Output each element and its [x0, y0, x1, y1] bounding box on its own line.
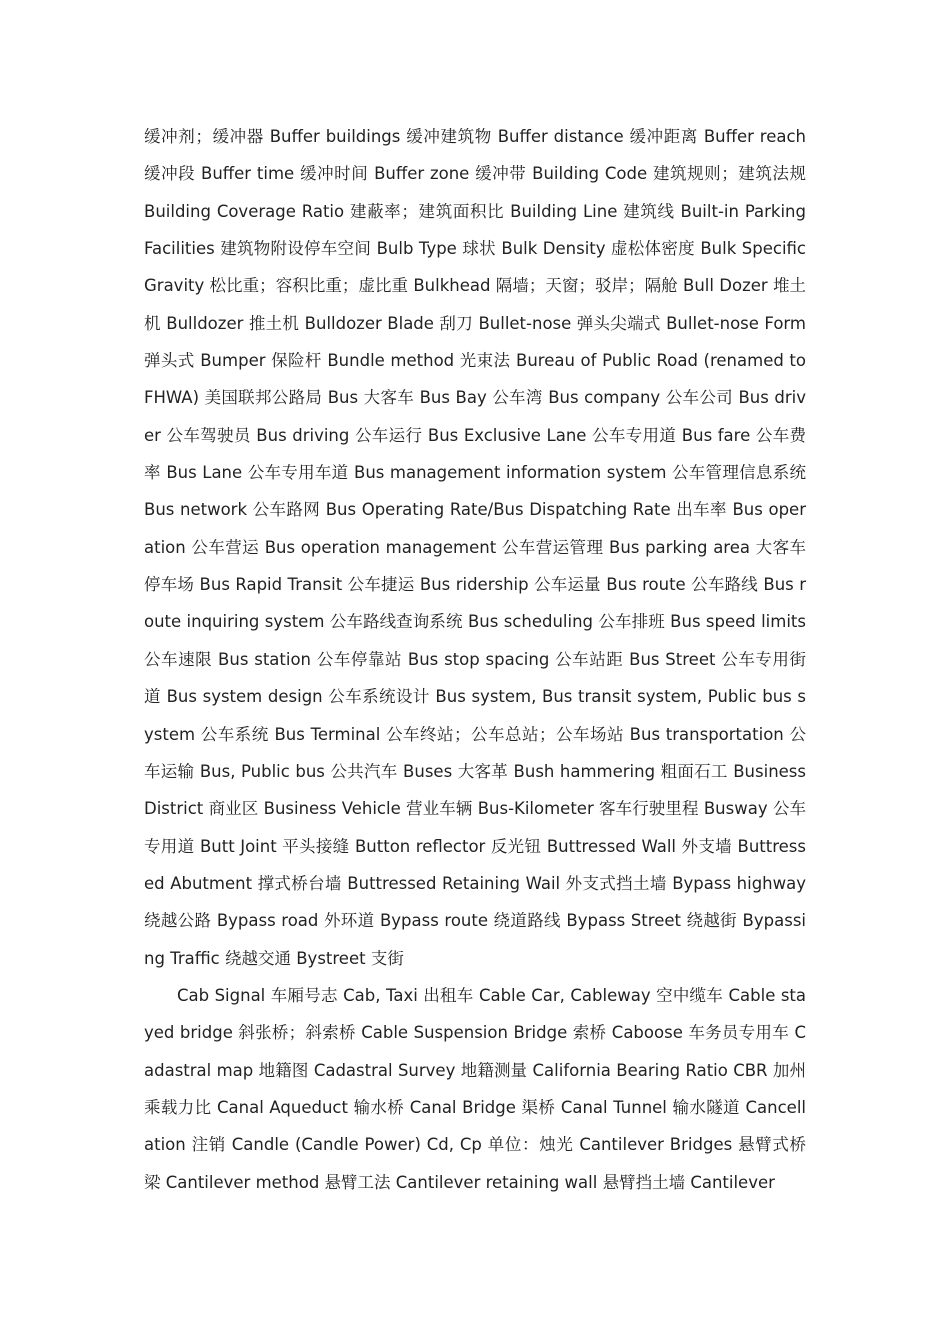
glossary-paragraph-c-terms: Cab Signal 车厢号志 Cab, Taxi 出租车 Cable Car, Cableway 空中缆车 Cable stayed bridge 斜张桥；斜索桥 Cable Suspension Bridge 索桥 Caboose 车务员专用车 Cadastral map 地籍图 Cadastral Survey 地籍测量 California Bearing Ratio CBR 加州乘载力比 Canal Aqueduct 输水桥 Canal Bridge 渠桥 Canal Tunnel 输水隧道 Cancellation 注销 Candle (Candle Power) Cd, Cp 单位：烛光 Cantilever Bridges 悬臂式桥梁 Cantilever method 悬臂工法 Cantilever retaining wall 悬臂挡土墙 Cantilever	[144, 985, 806, 1192]
document-body	[144, 118, 806, 1201]
glossary-paragraph-b-terms: 缓冲剂；缓冲器 Buffer buildings 缓冲建筑物 Buffer distance 缓冲距离 Buffer reach 缓冲段 Buffer time 缓冲时间 Buffer zone 缓冲带 Building Code 建筑规则；建筑法规 Building Coverage Ratio 建蔽率；建筑面积比 Building Line 建筑线 Built-in Parking Facilities 建筑物附设停车空间 Bulb Type 球状 Bulk Density 虚松体密度 Bulk Specific Gravity 松比重；容积比重；虚比重 Bulkhead 隔墙；天窗；驳岸；隔舱 Bull Dozer 堆土机 Bulldozer 推土机 Bulldozer Blade 刮刀 Bullet-nose 弹头尖端式 Bullet-nose Form 弹头式 Bumper 保险杆 Bundle method 光束法 Bureau of Public Road (renamed to FHWA) 美国联邦公路局 Bus 大客车 Bus Bay 公车湾 Bus company 公车公司 Bus driver 公车驾驶员 Bus driving 公车运行 Bus Exclusive Lane 公车专用道 Bus fare 公车费率 Bus Lane 公车专用车道 Bus management information system 公车管理信息系统 Bus network 公车路网 Bus Operating Rate/Bus Dispatching Rate 出车率 Bus operation 公车营运 Bus operation management 公车营运管理 Bus parking area 大客车停车场 Bus Rapid Transit 公车捷运 Bus ridership 公车运量 Bus route 公车路线 Bus route inquiring system 公车路线查询系统 Bus scheduling 公车排班 Bus speed limits 公车速限 Bus station 公车停靠站 Bus stop spacing 公车站距 Bus Street 公车专用街道 Bus system design 公车系统设计 Bus system, Bus transit system, Public bus system 公车系统 Bus Terminal 公车终站；公车总站；公车场站 Bus transportation 公车运输 Bus, Public bus 公共汽车 Buses 大客革 Bush hammering 粗面石工 Business District 商业区 Business Vehicle 营业车辆 Bus-Kilometer 客车行驶里程 Busway 公车专用道 Butt Joint 平头接缝 Button reflector 反光钮 Buttressed Wall 外支墙 Buttressed Abutment 撑式桥台墙 Buttressed Retaining Wail 外支式挡土墙 Bypass highway 绕越公路 Bypass road 外环道 Bypass route 绕道路线 Bypass Street 绕越街 Bypassing Traffic 绕越交通 Bystreet 支街	[144, 127, 806, 968]
